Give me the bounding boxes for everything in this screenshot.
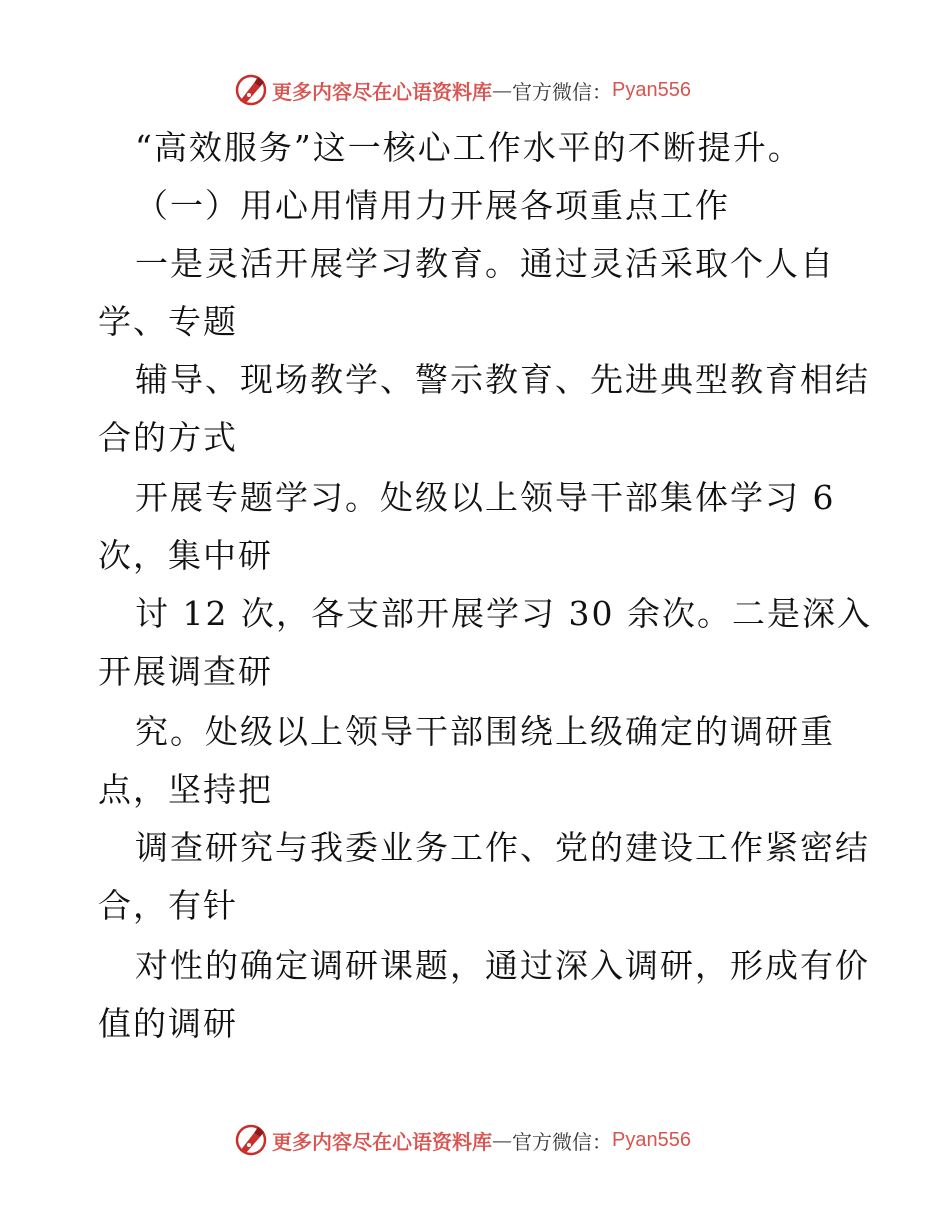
text-line: 开展调查研 <box>98 652 273 691</box>
text-line: 合的方式 <box>98 418 238 457</box>
pen-nib-logo-icon <box>234 1123 268 1157</box>
text-line: 调查研究与我委业务工作、党的建设工作紧密结 <box>135 828 870 867</box>
text-line: “高效服务”这一核心工作水平的不断提升。 <box>135 128 803 167</box>
pen-nib-logo-icon <box>234 73 268 107</box>
wechat-label: 官方微信： <box>512 1129 612 1154</box>
wechat-account: Pyan556 <box>612 1128 691 1151</box>
text-line: 对性的确定调研课题，通过深入调研，形成有价 <box>135 946 870 985</box>
text-line: 次，集中研 <box>98 536 273 575</box>
wechat-label: 官方微信： <box>512 79 612 104</box>
header-banner <box>234 72 691 108</box>
wechat-account: Pyan556 <box>612 78 691 101</box>
text-line: 合，有针 <box>98 886 238 925</box>
text-line: 开展专题学习。处级以上领导干部集体学习 6 <box>135 478 836 517</box>
brand-text: 更多内容尽在心语资料库 <box>272 79 492 104</box>
brand-text: 更多内容尽在心语资料库 <box>272 1129 492 1154</box>
text-line: 学、专题 <box>98 302 238 341</box>
banner-dash: — <box>492 1128 512 1152</box>
text-line: 值的调研 <box>98 1004 238 1043</box>
text-line: 讨 12 次，各支部开展学习 30 余次。二是深入 <box>135 594 872 633</box>
banner-dash: — <box>492 78 512 102</box>
text-line: 辅导、现场教学、警示教育、先进典型教育相结 <box>135 360 870 399</box>
text-line: 点，坚持把 <box>98 770 273 809</box>
section-heading: （一）用心用情用力开展各项重点工作 <box>135 186 730 225</box>
text-line: 究。处级以上领导干部围绕上级确定的调研重 <box>135 712 835 751</box>
text-line: 一是灵活开展学习教育。通过灵活采取个人自 <box>135 244 835 283</box>
footer-banner <box>234 1122 691 1158</box>
